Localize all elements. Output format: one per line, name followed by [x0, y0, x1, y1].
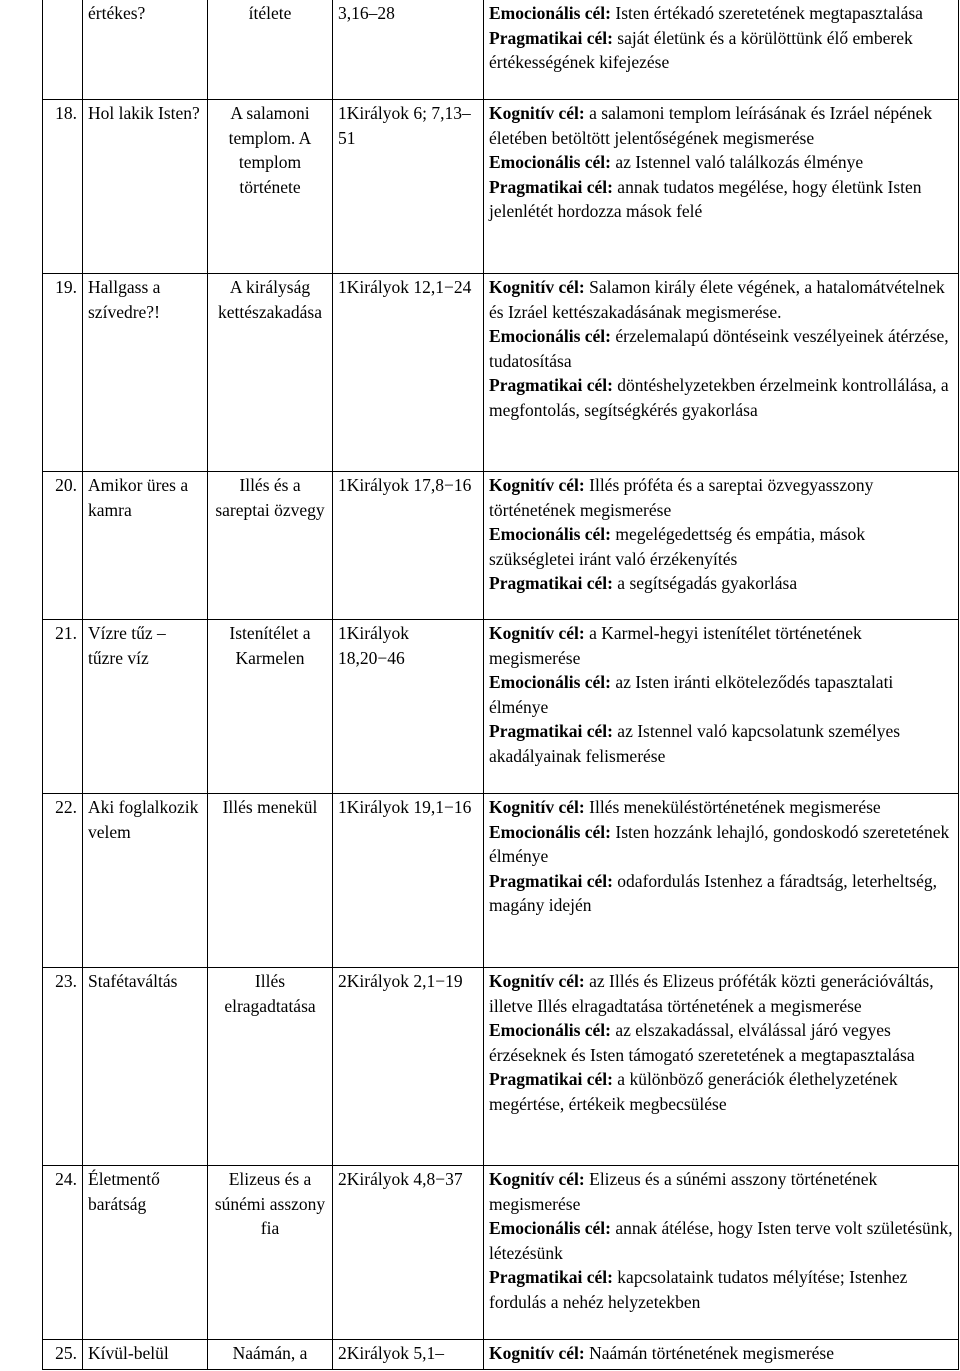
goal-item	[489, 150, 953, 175]
goal-label: Emocionális cél:	[489, 821, 611, 842]
lesson-goals	[484, 1340, 959, 1370]
goal-text: Elizeus és a súnémi asszony történetének megismerése	[489, 1169, 878, 1214]
goal-label: Emocionális cél:	[489, 672, 611, 692]
goal-item	[489, 26, 953, 75]
lesson-topic: Elizeus és a súnémi asszony fia	[208, 1166, 333, 1340]
lesson-goals	[484, 274, 959, 472]
goal-item	[489, 795, 953, 820]
goal-text: odafordulás Istenhez a fáradtság, leterheltség, magány idején	[489, 870, 938, 915]
goal-text: kapcsolataink tudatos mélyítése; Istenhez fordulás a nehéz helyzetekben	[489, 1267, 908, 1312]
lesson-topic: Illés elragadtatása	[208, 968, 333, 1166]
lesson-title: Kívül-belül	[83, 1340, 208, 1370]
goal-label: Pragmatikai cél:	[489, 1267, 613, 1287]
table-row	[43, 968, 959, 1166]
lesson-title: Aki foglalkozik velem	[83, 794, 208, 968]
goal-text: az elszakadással, elválással járó vegyes érzéseknek és Isten támogató szeretetének a megtapasztalása	[489, 1020, 915, 1065]
goal-text: az Istennel való találkozás élménye	[611, 152, 864, 172]
table-row	[43, 794, 959, 968]
goal-item	[489, 869, 953, 918]
bible-reference: 1Királyok 12,1−24	[333, 274, 484, 472]
lesson-title: Életmentő barátság	[83, 1166, 208, 1340]
lesson-topic: Naámán, a	[208, 1340, 333, 1370]
lesson-number: 20.	[43, 472, 83, 620]
goal-item	[489, 670, 953, 719]
goal-text: Salamon király élete végének, a hatalomátvételnek és Izráel kettészakadásának megismerése.	[489, 277, 945, 322]
lesson-goals	[484, 472, 959, 620]
curriculum-table	[42, 0, 959, 1370]
lesson-title: Amikor üres a kamra	[83, 472, 208, 620]
goal-text: döntéshelyzetekben érzelmeink kontrollálása, a megfontolás, segítségkérés gyakorlása	[489, 375, 949, 420]
lesson-goals	[484, 1166, 959, 1340]
goal-text: Illés próféta és a sareptai özvegyasszony történetének megismerése	[489, 475, 874, 520]
lesson-topic: A királyság kettészakadása	[208, 274, 333, 472]
curriculum-table-body	[43, 0, 959, 1370]
goal-label: Emocionális cél:	[489, 1020, 611, 1040]
goal-label: Kognitív cél:	[489, 475, 585, 495]
goal-item	[489, 1167, 953, 1216]
goal-label: Emocionális cél:	[489, 3, 611, 23]
goal-item	[489, 571, 953, 596]
lesson-number	[43, 0, 83, 100]
goal-item	[489, 969, 953, 1018]
goal-text: az Istennel való kapcsolatunk személyes akadályainak felismerése	[489, 721, 901, 766]
lesson-title: Vízre tűz – tűzre víz	[83, 620, 208, 794]
goal-item	[489, 373, 953, 422]
goal-label: Pragmatikai cél:	[489, 573, 613, 593]
goal-label: Pragmatikai cél:	[489, 176, 613, 197]
lesson-title: Stafétaváltás	[83, 968, 208, 1166]
lesson-number: 24.	[43, 1166, 83, 1340]
goal-label: Pragmatikai cél:	[489, 375, 613, 395]
goal-text: az Isten iránti elköteleződés tapasztalati élménye	[489, 672, 894, 717]
bible-reference: 2Királyok 5,1–	[333, 1340, 484, 1370]
goal-item	[489, 820, 953, 869]
goal-item	[489, 101, 953, 150]
lesson-number: 21.	[43, 620, 83, 794]
goal-label: Emocionális cél:	[489, 524, 611, 544]
goal-label: Kognitív cél:	[489, 623, 585, 643]
goal-text: a különböző generációk élethelyzetének megértése, értékeik megbecsülése	[489, 1069, 898, 1114]
goal-text: Naámán történetének megismerése	[584, 1343, 835, 1363]
lesson-goals	[484, 620, 959, 794]
bible-reference: 1Királyok 19,1−16	[333, 794, 484, 968]
goal-text: megelégedettség és empátia, mások szükségletei iránt való érzékenyítés	[489, 524, 866, 569]
goal-text: a segítségadás gyakorlása	[612, 573, 798, 593]
lesson-topic: A salamoni templom. A templom története	[208, 100, 333, 274]
goal-label: Kognitív cél:	[489, 277, 585, 297]
lesson-topic: ítélete	[208, 0, 333, 100]
goal-label: Kognitív cél:	[489, 797, 585, 817]
lesson-goals	[484, 0, 959, 100]
lesson-title: értékes?	[83, 0, 208, 100]
lesson-title: Hol lakik Isten?	[83, 100, 208, 274]
lesson-goals	[484, 794, 959, 968]
goal-label: Pragmatikai cél:	[489, 27, 613, 48]
goal-text: a Karmel-hegyi istenítélet történetének megismerése	[489, 623, 862, 668]
goal-label: Emocionális cél:	[489, 1218, 611, 1238]
table-row	[43, 472, 959, 620]
lesson-goals	[484, 100, 959, 274]
goal-label: Emocionális cél:	[489, 152, 611, 172]
lesson-number: 23.	[43, 968, 83, 1166]
goal-label: Kognitív cél:	[489, 103, 585, 123]
table-row	[43, 1166, 959, 1340]
goal-label: Emocionális cél:	[489, 326, 611, 346]
goal-label: Kognitív cél:	[489, 971, 585, 991]
lesson-topic: Illés és a sareptai özvegy	[208, 472, 333, 620]
table-row	[43, 100, 959, 274]
lesson-topic: Istenítélet a Karmelen	[208, 620, 333, 794]
goal-item	[489, 324, 953, 373]
lesson-title: Hallgass a szívedre?!	[83, 274, 208, 472]
goal-item	[489, 175, 953, 224]
goal-item	[489, 1341, 953, 1366]
bible-reference: 1Királyok 17,8−16	[333, 472, 484, 620]
bible-reference: 1Királyok 18,20−46	[333, 620, 484, 794]
goal-text: saját életünk és a körülöttünk élő emberek értékességének kifejezése	[489, 27, 913, 72]
table-row	[43, 0, 959, 100]
lesson-number: 25.	[43, 1340, 83, 1370]
table-row	[43, 620, 959, 794]
goal-item	[489, 275, 953, 324]
goal-label: Pragmatikai cél:	[489, 1069, 613, 1089]
goal-item	[489, 1018, 953, 1067]
goal-item	[489, 621, 953, 670]
goal-item	[489, 1067, 953, 1116]
goal-label: Pragmatikai cél:	[489, 721, 613, 741]
bible-reference: 1Királyok 6; 7,13‒51	[333, 100, 484, 274]
goal-item	[489, 473, 953, 522]
lesson-goals	[484, 968, 959, 1166]
goal-item	[489, 719, 953, 768]
bible-reference: 2Királyok 2,1−19	[333, 968, 484, 1166]
goal-text: Isten értékadó szeretetének megtapasztalása	[611, 3, 923, 23]
goal-label: Kognitív cél:	[489, 1343, 585, 1363]
goal-item	[489, 522, 953, 571]
bible-reference: 3,16‒28	[333, 0, 484, 100]
goal-text: annak átélése, hogy Isten terve volt születésünk, létezésünk	[489, 1218, 953, 1263]
goal-text: annak tudatos megélése, hogy életünk Isten jelenlétét hordozza mások felé	[489, 176, 922, 221]
goal-text: Illés meneküléstörténetének megismerése	[584, 797, 881, 817]
goal-label: Kognitív cél:	[489, 1169, 585, 1189]
goal-text: Isten hozzánk lehajló, gondoskodó szeretetének élménye	[489, 821, 950, 866]
goal-item	[489, 1, 953, 26]
goal-text: az Illés és Elizeus próféták közti generációváltás, illetve Illés elragadtatása történetének a megismerése	[489, 971, 934, 1016]
lesson-number: 22.	[43, 794, 83, 968]
goal-label: Pragmatikai cél:	[489, 870, 613, 891]
goal-item	[489, 1216, 953, 1265]
goal-text: érzelemalapú döntéseink veszélyeinek átérzése, tudatosítása	[489, 326, 949, 371]
lesson-topic: Illés menekül	[208, 794, 333, 968]
bible-reference: 2Királyok 4,8−37	[333, 1166, 484, 1340]
lesson-number: 19.	[43, 274, 83, 472]
table-row	[43, 1340, 959, 1370]
goal-item	[489, 1265, 953, 1314]
lesson-number: 18.	[43, 100, 83, 274]
table-row	[43, 274, 959, 472]
goal-text: a salamoni templom leírásának és Izráel népének életében betöltött jelentőségének megismerése	[489, 103, 933, 148]
